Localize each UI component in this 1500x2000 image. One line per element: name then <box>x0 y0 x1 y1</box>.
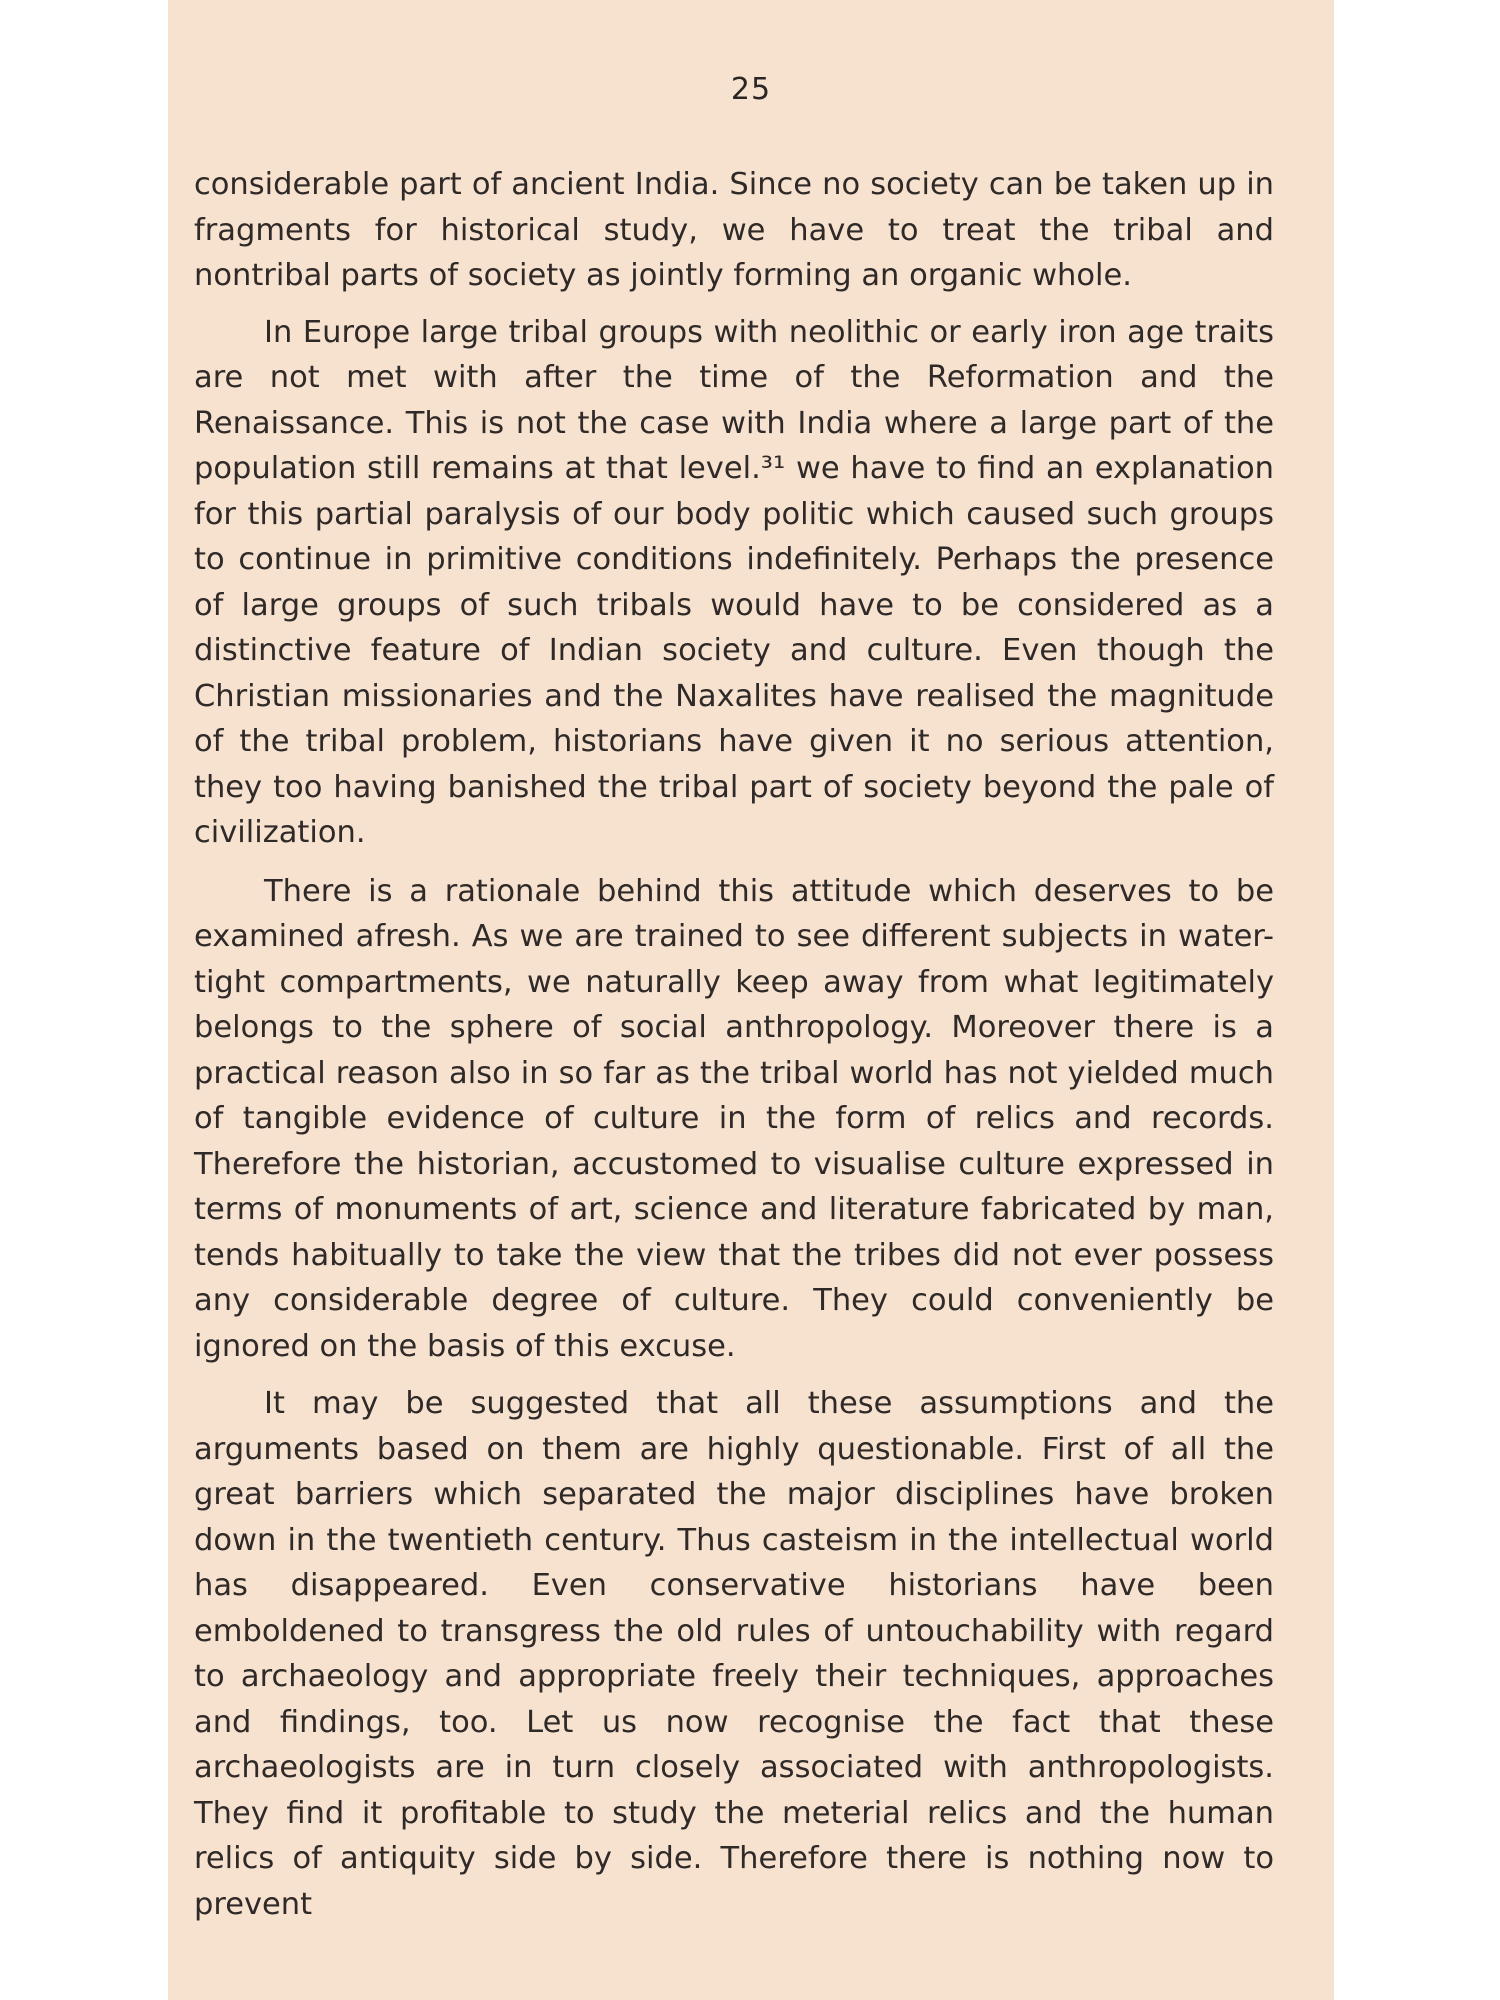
page-number: 25 <box>730 72 772 107</box>
paragraph-2: In Europe large tribal groups with neolithic or early iron age traits are not met with after the time of the Reformation and the Renaissance. This is not the case with India where a large part of the population still remains at that level.³¹ we have to find an explanation for this partial paralysis of our body politic which caused such groups to continue in primitive conditions indefinitely. Perhaps the presence of large groups of such tribals would have to be considered as a distinctive feature of Indian society and culture. Even though the Christian missionaries and the Naxalites have realised the magnitude of the tribal problem, historians have given it no serious attention, they too having banished the tribal part of society beyond the pale of civilization. <box>194 314 1274 850</box>
body-text <box>194 162 1274 1927</box>
paragraph-4: It may be suggested that all these assumptions and the arguments based on them are highly questionable. First of all the great barriers which separated the major disciplines have broken down in the twentieth century. Thus casteism in the intellectual world has disappeared. Even conservative historians have been emboldened to transgress the old rules of untouchability with regard to archaeology and appropriate freely their techniques, approaches and findings, too. Let us now recognise the fact that these archaeologists are in turn closely associated with anthropologists. They find it profitable to study the meterial relics and the human relics of antiquity side by side. Therefore there is nothing now to prevent <box>194 1386 1274 1922</box>
paragraph-1: considerable part of ancient India. Since no society can be taken up in fragments for historical study, we have to treat the tribal and nontribal parts of society as jointly forming an organic whole. <box>194 167 1274 293</box>
paragraph-3: There is a rationale behind this attitude which deserves to be examined afresh. As we are trained to see different subjects in water-tight compartments, we naturally keep away from what legitimately belongs to the sphere of social anthropology. Moreover there is a practical reason also in so far as the tribal world has not yielded much of tangible evidence of culture in the form of relics and records. Therefore the historian, accustomed to visualise culture expressed in terms of monuments of art, science and literature fabricated by man, tends habitually to take the view that the tribes did not ever possess any considerable degree of culture. They could conveniently be ignored on the basis of this excuse. <box>194 873 1274 1364</box>
book-page <box>168 0 1334 2000</box>
